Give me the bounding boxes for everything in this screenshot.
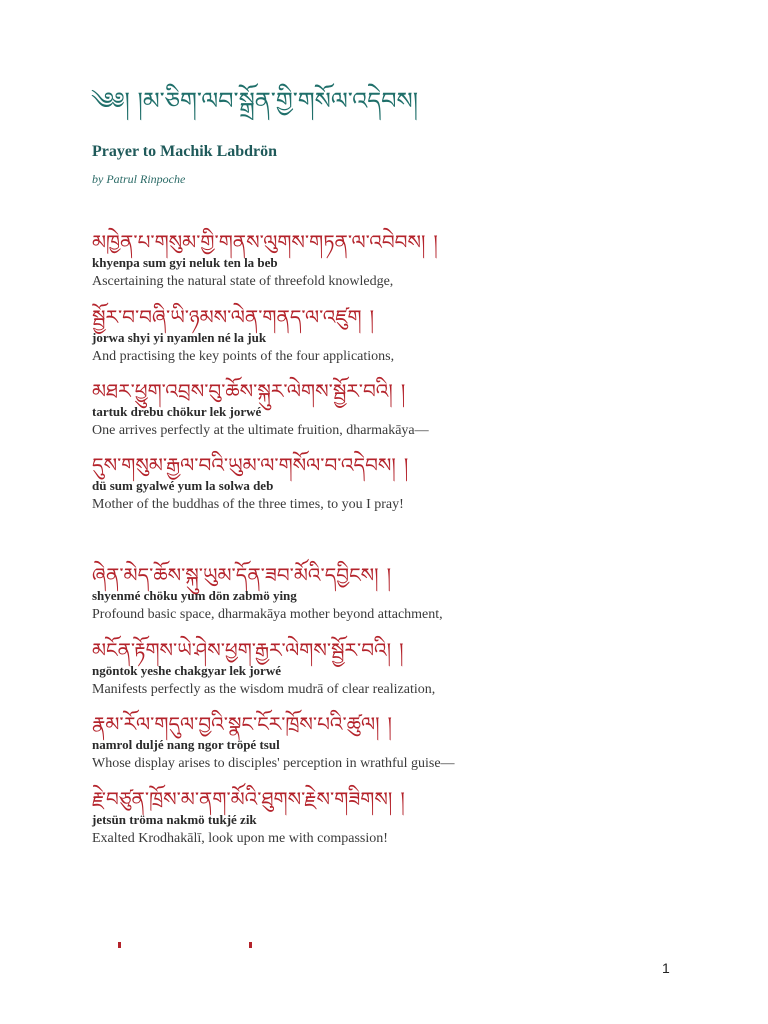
translation: Exalted Krodhakālī, look upon me with compassion! [92,831,388,846]
shad-mark: ། [433,230,438,254]
tibetan-line: མཁྱེན་པ་གསུམ་གྱི་གནས་ལུགས་གཏན་ལ་འབེབས། [92,230,426,254]
shad-mark: ། [403,453,409,477]
clipped-text-fragment [118,942,121,948]
translation: Ascertaining the natural state of threefold knowledge, [92,274,394,289]
tibetan-line: སྦྱོར་བ་བཞི་ཡི་ཉམས་ལེན་གནད་ལ་འཛུག [92,305,362,329]
transliteration: shyenmé chöku yum dön zabmö ying [92,588,297,603]
translation: Manifests perfectly as the wisdom mudrā of clear realization, [92,682,436,697]
shad-mark: ། [399,638,404,662]
translation: One arrives perfectly at the ultimate fruition, dharmakāya— [92,423,429,438]
verse-line [92,636,435,700]
tibetan-line: རྣམ་རོལ་གདུལ་བྱའི་སྣང་ངོར་ཁྲོས་པའི་ཚུལ། [92,712,380,736]
shad-mark: ། [386,563,392,587]
verse-line [92,451,408,515]
page-number: 1 [662,960,670,976]
tibetan-line: ཞེན་མེད་ཆོས་སྐུ་ཡུམ་དོན་ཟབ་མོའི་དབྱིངས། [92,563,379,587]
transliteration: namrol duljé nang ngor tröpé tsul [92,737,280,752]
page-title-tibetan: ༄༅། །མ་ཅིག་ལབ་སྒྲོན་གྱི་གསོལ་འདེབས། [91,87,419,115]
translation: Mother of the buddhas of the three times, to you I pray! [92,497,404,512]
verse-line [92,228,438,292]
byline: by Patrul Rinpoche [92,172,186,186]
clipped-text-fragment [249,942,252,948]
shad-mark: ། [400,787,405,811]
tibetan-line: དུས་གསུམ་རྒྱལ་བའི་ཡུམ་ལ་གསོལ་བ་འདེབས། [92,453,396,477]
transliteration: ngöntok yeshe chakgyar lek jorwé [92,663,281,678]
transliteration: dü sum gyalwé yum la solwa deb [92,478,274,493]
verse-line [92,710,455,774]
verse-line [92,561,443,625]
shad-mark: ། [387,712,392,736]
verse-line [92,377,429,441]
tibetan-line: མཐར་ཕྱུག་འབྲས་བུ་ཆོས་སྐུར་ལེགས་སྦྱོར་བའི། [92,379,393,403]
translation: Profound basic space, dharmakāya mother beyond attachment, [92,607,443,622]
transliteration: tartuk drebu chökur lek jorwé [92,404,262,419]
shad-mark: ། [400,379,406,403]
translation: Whose display arises to disciples' perception in wrathful guise— [92,756,455,771]
translation: And practising the key points of the four applications, [92,349,395,364]
verse-line [92,303,394,367]
transliteration: jetsün tröma nakmö tukjé zik [92,812,257,827]
verse-line [92,785,405,849]
shad-mark: ། [369,305,375,329]
tibetan-line: མངོན་རྟོགས་ཡེ་ཤེས་ཕྱག་རྒྱར་ལེགས་སྦྱོར་བའི། [92,638,392,662]
tibetan-line: རྗེ་བཙུན་ཁྲོས་མ་ནག་མོའི་ཐུགས་རྗེས་གཟིགས། [92,787,393,811]
page-title: Prayer to Machik Labdrön [92,143,278,160]
transliteration: khyenpa sum gyi neluk ten la beb [92,255,278,270]
transliteration: jorwa shyi yi nyamlen né la juk [92,330,267,345]
